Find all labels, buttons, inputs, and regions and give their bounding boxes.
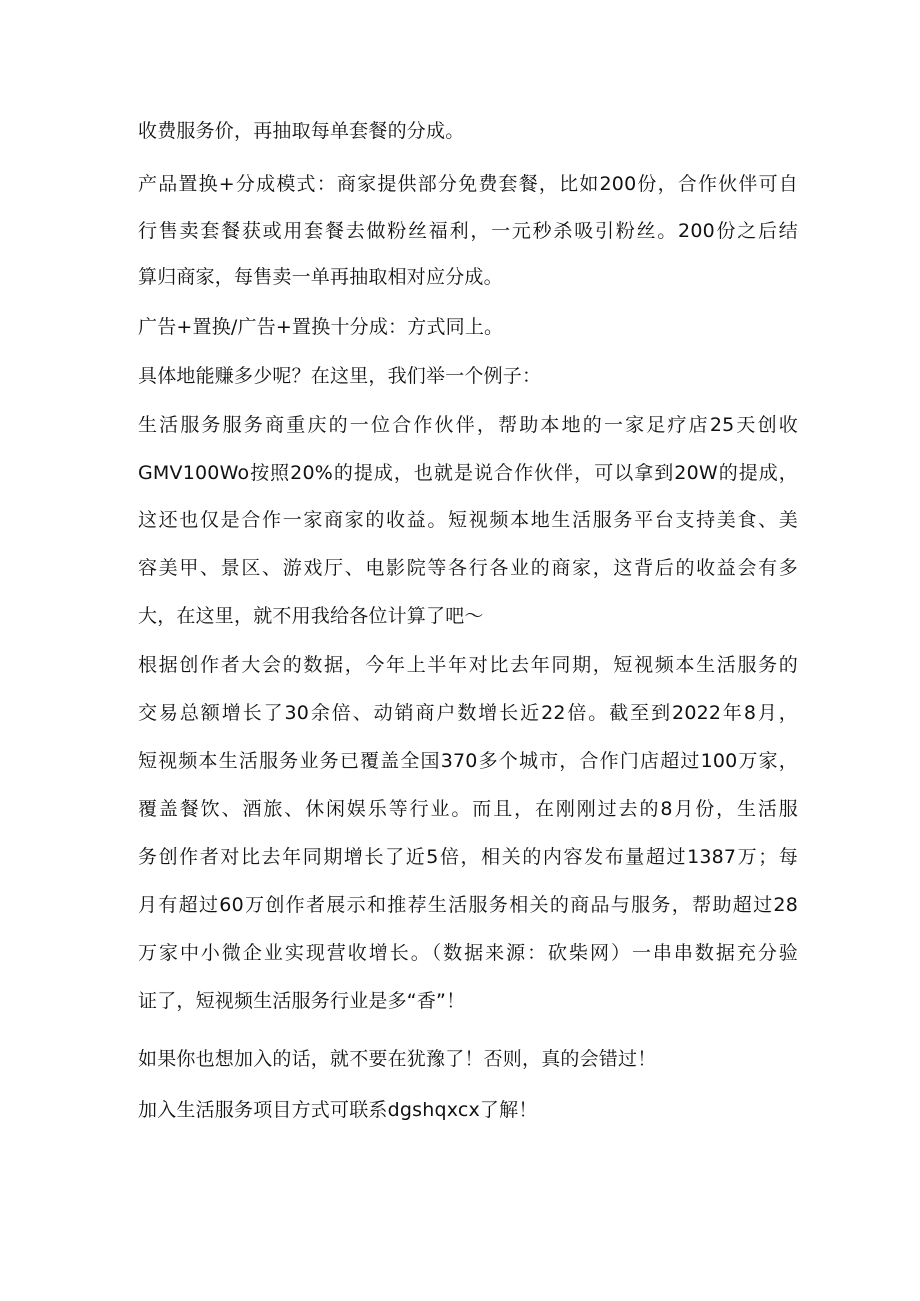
paragraph-6-line-4: 覆盖餐饮、酒旅、休闲娱乐等行业。而且，在刚刚过去的8月份，生活服	[138, 798, 798, 820]
paragraph-5-line-1: 生活服务服务商重庆的一位合作伙伴，帮助本地的一家足疗店25天创收	[138, 414, 798, 436]
paragraph-6-line-3: 短视频本生活服务业务已覆盖全国370多个城市，合作门店超过100万家，	[138, 750, 798, 772]
paragraph-8-line-1: 加入生活服务项目方式可联系dgshqxcx了解！	[138, 1099, 538, 1121]
paragraph-6-line-1: 根据创作者大会的数据，今年上半年对比去年同期，短视频本生活服务的	[138, 654, 798, 676]
paragraph-1-line-1: 收费服务价，再抽取每单套餐的分成。	[138, 120, 465, 142]
paragraph-5-line-4: 容美甲、景区、游戏厅、电影院等各行各业的商家，这背后的收益会有多	[138, 557, 798, 579]
paragraph-6-line-2: 交易总额增长了30余倍、动销商户数增长近22倍。截至到2022年8月，	[138, 702, 798, 724]
paragraph-5-line-2: GMV100Wo按照20%的提成，也就是说合作伙伴，可以拿到20W的提成，	[138, 462, 798, 484]
paragraph-2-line-2: 行售卖套餐获或用套餐去做粉丝福利，一元秒杀吸引粉丝。200份之后结	[138, 220, 798, 242]
paragraph-7-line-1: 如果你也想加入的话，就不要在犹豫了！否则，真的会错过！	[138, 1048, 657, 1070]
paragraph-3-line-1: 广告+置换/广告+置换十分成：方式同上。	[138, 316, 504, 338]
paragraph-6-line-8: 证了，短视频生活服务行业是多“香”！	[138, 990, 466, 1012]
paragraph-4-line-1: 具体地能赚多少呢？在这里，我们举一个例子：	[138, 365, 542, 387]
paragraph-2-line-1: 产品置换+分成模式：商家提供部分免费套餐，比如200份，合作伙伴可自	[138, 173, 798, 195]
paragraph-5-line-3: 这还也仅是合作一家商家的收益。短视频本地生活服务平台支持美食、美	[138, 509, 798, 531]
paragraph-6-line-6: 月有超过60万创作者展示和推荐生活服务相关的商品与服务，帮助超过28	[138, 894, 798, 916]
paragraph-5-line-5: 大，在这里，就不用我给各位计算了吧～	[138, 605, 484, 627]
paragraph-2-line-3: 算归商家，每售卖一单再抽取相对应分成。	[138, 266, 503, 288]
paragraph-6-line-7: 万家中小微企业实现营收增长。（数据来源：砍柴网）一串串数据充分验	[138, 942, 798, 964]
paragraph-6-line-5: 务创作者对比去年同期增长了近5倍，相关的内容发布量超过1387万；每	[138, 846, 798, 868]
